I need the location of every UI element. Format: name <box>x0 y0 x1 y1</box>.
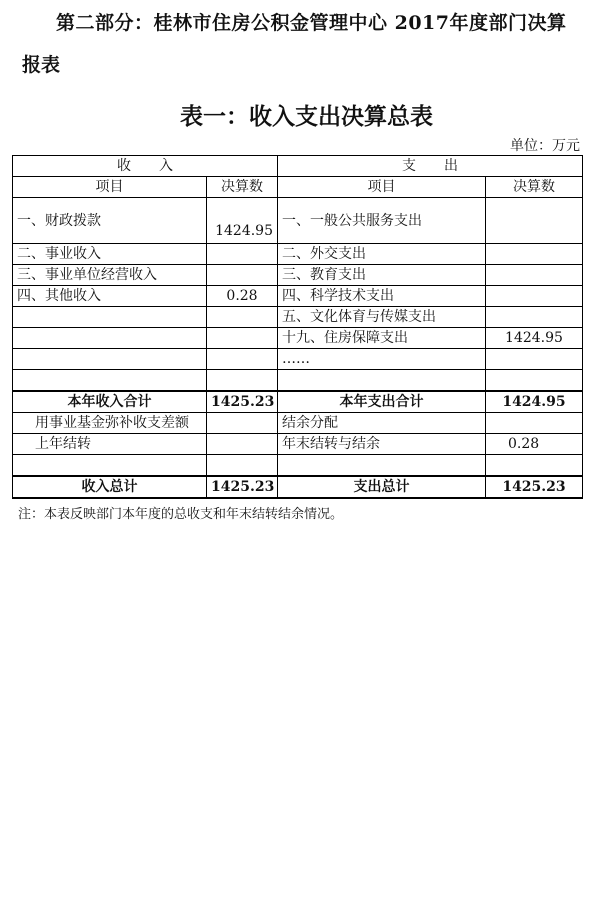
table-note: 注：本表反映部门本年度的总收支和年末结转结余情况。 <box>18 507 344 522</box>
income-item-cell <box>13 349 207 370</box>
expense-amount-cell <box>486 349 583 370</box>
table-row <box>13 349 583 370</box>
year-income-total-amount: 1425.23 <box>207 391 278 413</box>
expense-item-cell: 年末结转与结余 <box>278 434 486 455</box>
expense-item-cell: 四、科学技术支出 <box>278 286 486 307</box>
income-amount-cell <box>207 434 278 455</box>
grand-total-row <box>13 476 583 498</box>
table-row <box>13 455 583 477</box>
section-header-row <box>13 156 583 177</box>
income-item-cell: 二、事业收入 <box>13 244 207 265</box>
table-row <box>13 328 583 349</box>
table-row <box>13 265 583 286</box>
expense-amount-cell: 0.28 <box>486 434 583 455</box>
income-amount-cell <box>207 349 278 370</box>
income-item-cell: 三、事业单位经营收入 <box>13 265 207 286</box>
expense-item-cell: 二、外交支出 <box>278 244 486 265</box>
income-item-cell <box>13 307 207 328</box>
income-item-cell: 一、财政拨款 <box>13 198 207 244</box>
income-expense-table <box>12 155 583 499</box>
income-item-cell <box>13 370 207 392</box>
table-row <box>13 307 583 328</box>
table-row <box>13 244 583 265</box>
table-row <box>13 286 583 307</box>
expense-grand-total-label: 支出总计 <box>278 476 486 498</box>
expense-amount-cell <box>486 413 583 434</box>
unit-label: 单位：万元 <box>510 138 580 154</box>
expense-amount-cell <box>486 244 583 265</box>
column-header-expense-item: 项目 <box>278 177 486 198</box>
table-title: 表一：收入支出决算总表 <box>180 103 433 130</box>
expense-amount-cell: 1424.95 <box>486 328 583 349</box>
table-row <box>13 434 583 455</box>
year-total-row <box>13 391 583 413</box>
expense-amount-cell <box>486 265 583 286</box>
expense-amount-cell <box>486 455 583 477</box>
expense-item-cell <box>278 455 486 477</box>
expense-item-cell: 五、文化体育与传媒支出 <box>278 307 486 328</box>
income-item-cell: 上年结转 <box>13 434 207 455</box>
expense-item-cell: 一、一般公共服务支出 <box>278 198 486 244</box>
expense-item-cell: 三、教育支出 <box>278 265 486 286</box>
expense-grand-total-amount: 1425.23 <box>486 476 583 498</box>
income-amount-cell: 0.28 <box>207 286 278 307</box>
column-header-expense-amount: 决算数 <box>486 177 583 198</box>
column-header-income-item: 项目 <box>13 177 207 198</box>
year-expense-total-label: 本年支出合计 <box>278 391 486 413</box>
column-header-row <box>13 177 583 198</box>
income-section-header: 收 入 <box>13 156 278 177</box>
income-item-cell: 用事业基金弥补收支差额 <box>13 413 207 434</box>
income-amount-cell <box>207 265 278 286</box>
report-heading: 第二部分：桂林市住房公积金管理中心 2017年度部门决算 <box>56 12 567 34</box>
income-grand-total-label: 收入总计 <box>13 476 207 498</box>
income-amount-cell <box>207 455 278 477</box>
expense-item-cell: …… <box>278 349 486 370</box>
expense-item-cell: 结余分配 <box>278 413 486 434</box>
expense-item-cell <box>278 370 486 392</box>
income-grand-total-amount: 1425.23 <box>207 476 278 498</box>
income-item-cell: 四、其他收入 <box>13 286 207 307</box>
expense-amount-cell <box>486 307 583 328</box>
report-heading-continued: 报表 <box>22 54 61 76</box>
table-row <box>13 198 583 244</box>
year-income-total-label: 本年收入合计 <box>13 391 207 413</box>
expense-amount-cell <box>486 370 583 392</box>
expense-section-header: 支 出 <box>278 156 583 177</box>
column-header-income-amount: 决算数 <box>207 177 278 198</box>
expense-item-cell: 十九、住房保障支出 <box>278 328 486 349</box>
income-amount-cell <box>207 244 278 265</box>
table-row <box>13 370 583 392</box>
year-expense-total-amount: 1424.95 <box>486 391 583 413</box>
expense-amount-cell <box>486 198 583 244</box>
income-item-cell <box>13 455 207 477</box>
income-amount-cell <box>207 307 278 328</box>
income-amount-cell <box>207 413 278 434</box>
table-row <box>13 413 583 434</box>
income-item-cell <box>13 328 207 349</box>
income-amount-cell: 1424.95 <box>207 198 278 244</box>
income-amount-cell <box>207 370 278 392</box>
expense-amount-cell <box>486 286 583 307</box>
income-amount-cell <box>207 328 278 349</box>
